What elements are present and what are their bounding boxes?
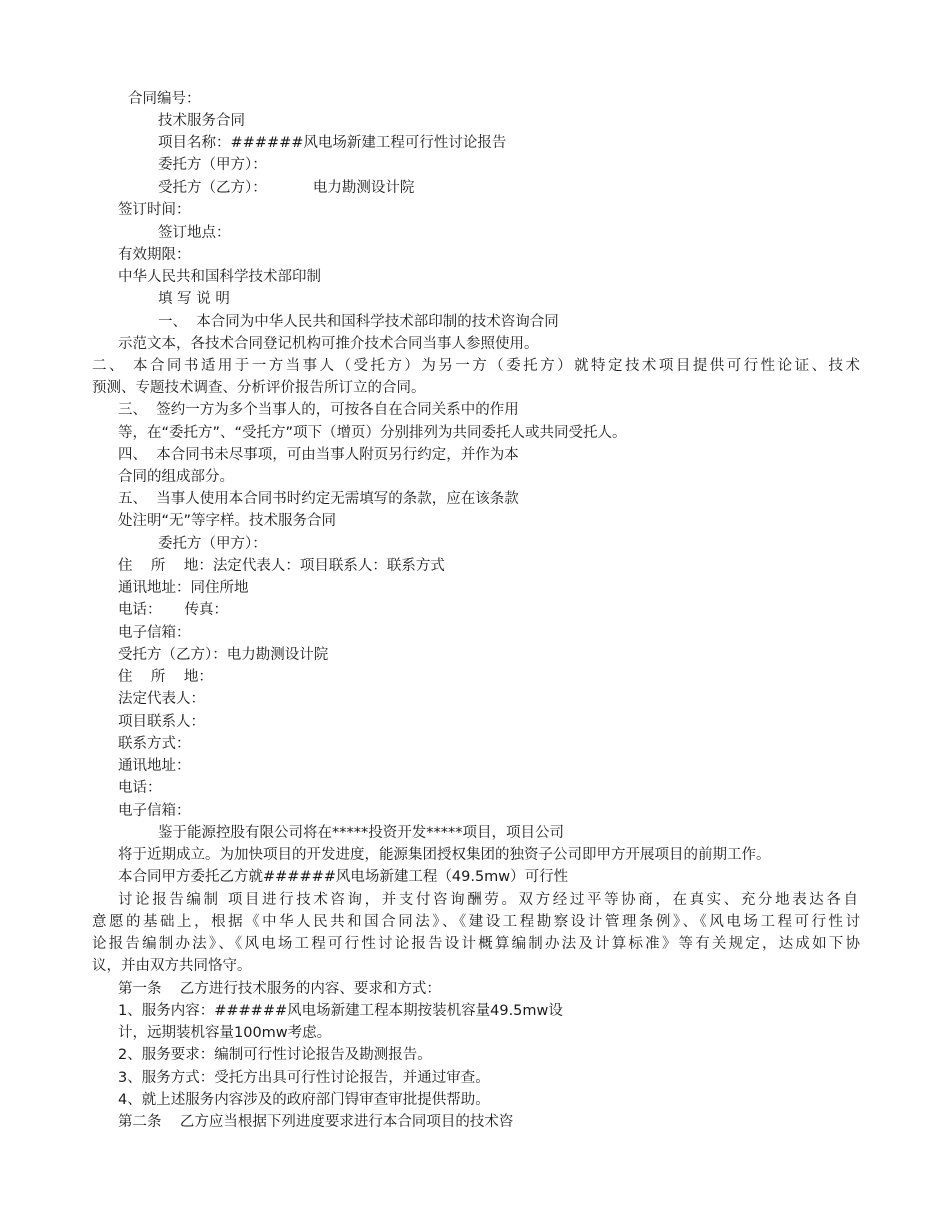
instruction-4-line-2: 合同的组成部分。 (118, 469, 234, 485)
client-address-line: 住 所 地：法定代表人：项目联系人：联系方式 (118, 558, 445, 574)
validity-period-label: 有效期限： (118, 247, 191, 263)
client-mailing-address: 通讯地址：同住所地 (118, 580, 249, 596)
contractor-address: 住 所 地： (118, 669, 213, 685)
instruction-3-line-2: 等，在“委托方”、“受托方”项下（增页）分别排列为共同委托人或共同受托人。 (118, 425, 627, 441)
article-1-item-4: 4、就上述服务内容涉及的政府部门锝审查审批提供帮助。 (118, 1092, 490, 1108)
client-party-label: 委托方（甲方）： (158, 157, 267, 173)
instruction-5-line-2: 处注明“无”等字样。技术服务合同 (118, 513, 337, 529)
instruction-2-line-2: 预测、专题技术调查、分析评价报告所订立的合同。 (92, 380, 426, 396)
contractor-party-heading: 受托方（乙方）：电力勘测设计院 (118, 647, 329, 663)
signing-place-label: 签订地点： (158, 225, 231, 241)
contractor-email: 电子信箱： (118, 803, 191, 819)
client-phone-fax: 电话： 传真： (118, 602, 229, 618)
recital-line-7: 议，并由双方共同恪守。 (92, 958, 252, 974)
contract-title: 技术服务合同 (158, 113, 245, 129)
contractor-legal-rep: 法定代表人： (118, 691, 205, 707)
recital-line-1: 鉴于能源控股有限公司将在*****投资开发*****项目，项目公司 (158, 825, 564, 841)
instruction-5-line-1: 五、 当事人使用本合同书时约定无需填写的条款，应在该条款 (118, 491, 519, 507)
article-2-heading: 第二条 乙方应当根据下列进度要求进行本合同项目的技术咨 (118, 1114, 514, 1130)
instruction-2-line-1: 二、 本合同书适用于一方当事人（受托方）为另一方（委托方）就特定技术项目提供可行性论证、技术 (92, 358, 860, 374)
contractor-contact-person: 项目联系人： (118, 714, 205, 730)
printed-by-line: 中华人民共和国科学技术部印制 (118, 269, 321, 285)
instruction-4-line-1: 四、 本合同书未尽事项，可由当事人附页另行约定，并作为本 (118, 447, 519, 463)
recital-line-2: 将于近期成立。为加快项目的开发进度，能源集团授权集团的独资子公司即甲方开展项目的前期工作。 (118, 847, 771, 863)
recital-line-4: 讨论报告编制 项目进行技术咨询，并支付咨询酬劳。双方经过平等协商，在真实、充分地表达各自 (118, 892, 858, 908)
article-1-item-3: 3、服务方式：受托方出具可行性讨论报告，并通过审查。 (118, 1070, 490, 1086)
contractor-phone: 电话： (118, 780, 162, 796)
project-name-line: 项目名称：######风电场新建工程可行性讨论报告 (158, 135, 507, 151)
contractor-contact-method: 联系方式： (118, 736, 191, 752)
instruction-1-line-1: 一、 本合同为中华人民共和国科学技术部印制的技术咨询合同 (158, 314, 559, 330)
article-1-item-2: 2、服务要求：编制可行性讨论报告及勘测报告。 (118, 1047, 432, 1063)
instruction-3-line-1: 三、 签约一方为多个当事人的，可按各自在合同关系中的作用 (118, 402, 519, 418)
contractor-party-line: 受托方（乙方）： 电力勘测设计院 (158, 180, 415, 196)
signing-date-label: 签订时间： (118, 202, 191, 218)
client-party-heading: 委托方（甲方）： (158, 536, 267, 552)
client-email: 电子信箱： (118, 625, 191, 641)
instruction-1-line-2: 示范文本，各技术合同登记机构可推介技术合同当事人参照使用。 (118, 336, 539, 352)
instructions-heading: 填 写 说 明 (158, 291, 230, 307)
contractor-mailing-address: 通讯地址： (118, 758, 191, 774)
recital-line-5: 意愿的基础上，根据《中华人民共和国合同法》、《建设工程勘察设计管理条例》、《风电场工程可行性讨 (92, 914, 860, 930)
recital-line-6: 论报告编制办法》、《风电场工程可行性讨论报告设计概算编制办法及计算标准》等有关规定，达成如下协 (92, 936, 860, 952)
recital-line-3: 本合同甲方委托乙方就######风电场新建工程（49.5mw）可行性 (118, 869, 569, 885)
article-1-heading: 第一条 乙方进行技术服务的内容、要求和方式： (118, 981, 441, 997)
article-1-item-1-line-1: 1、服务内容：######风电场新建工程本期按装机容量49.5mw设 (118, 1003, 563, 1019)
contract-number-label: 合同编号： (128, 91, 201, 107)
article-1-item-1-line-2: 计，远期装机容量100mw考虑。 (118, 1025, 332, 1041)
